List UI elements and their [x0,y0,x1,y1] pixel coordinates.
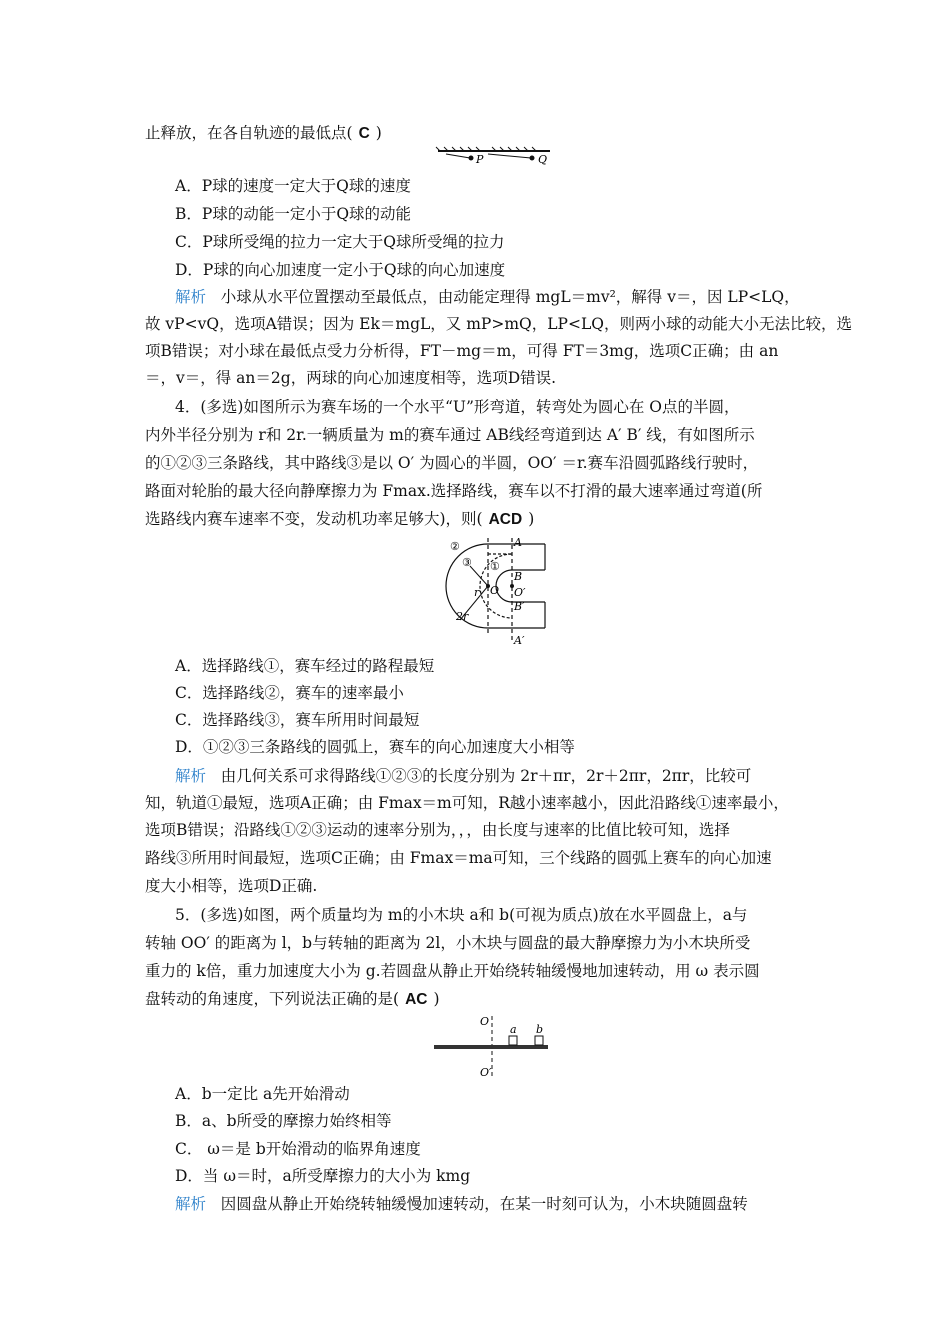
q4-stem-line-1: 4．(多选)如图所示为赛车场的一个水平“U”形弯道，转弯处为圆心在 O点的半圆， [175,398,740,416]
svg-text:O: O [480,1015,490,1028]
q3-analysis-line-4: ＝，v＝，得 an＝2g，两球的向心加速度相等，选项D错误. [145,369,557,387]
q3-analysis-line-2: 故 vP<vQ，选项A错误；因为 Ek＝mgL，又 mP>mQ，LP<LQ，则两小球的动能大小无法比较，选 [145,315,852,333]
q4-u-track-figure [428,534,552,648]
svg-text:②: ② [450,540,460,553]
svg-text:Q: Q [538,153,548,166]
q3-option-a: A．P球的速度一定大于Q球的速度 [175,177,411,195]
q3-analysis-line-3: 项B错误；对小球在最低点受力分析得，FT－mg＝m，可得 FT＝3mg，选项C正确；由 an [145,342,779,360]
jiexi-label: 解析 [175,288,207,306]
q5-stem-line-3: 重力的 k倍，重力加速度大小为 g.若圆盘从静止开始绕转轴缓慢地加速转动，用 ω 表示圆 [145,962,760,980]
q3-stem-line: 止释放，在各自轨迹的最低点( C ) [145,124,382,142]
q3-answer: C [358,125,370,142]
q5-option-b: B．a、b所受的摩擦力始终相等 [175,1112,392,1130]
q5-stem-line-2: 转轴 OO′ 的距离为 l，b与转轴的距离为 2l，小木块与圆盘的最大静摩擦力为小木块所受 [145,934,751,952]
svg-text:A′: A′ [514,634,525,647]
q4-answer: ACD [488,511,523,528]
q4-option-c: C．选择路线③，赛车所用时间最短 [175,711,420,729]
svg-text:r: r [474,586,480,599]
q3-pendulum-figure [432,146,552,168]
q4-stem-line-2: 内外半径分别为 r和 2r.一辆质量为 m的赛车通过 AB线经弯道到达 A′ B′ 线，有如图所示 [145,426,755,444]
q5-answer: AC [405,991,428,1008]
q3-option-d: D．P球的向心加速度一定小于Q球的向心加速度 [175,261,506,279]
q4-stem-line-3: 的①②③三条路线，其中路线③是以 O′ 为圆心的半圆，OO′ ＝r.赛车沿圆弧路线行驶时， [145,454,759,472]
q5-option-c: C． ω＝是 b开始滑动的临界角速度 [175,1140,421,1158]
q4-option-a: A．选择路线①，赛车经过的路程最短 [175,657,435,675]
q4-analysis-line-1: 解析 由几何关系可求得路线①②③的长度分别为 2r＋πr，2r＋2πr，2πr，比较可 [175,767,752,785]
q3-analysis-line-1: 解析 小球从水平位置摆动至最低点，由动能定理得 mgL＝mv²，解得 v＝，因 LP<LQ， [175,288,800,306]
svg-text:A: A [514,536,522,549]
q4-stem-line-5: 选路线内赛车速率不变，发动机功率足够大)，则( ACD ) [145,510,535,528]
q4-analysis-line-3: 选项B错误；沿路线①②③运动的速率分别为，，，由长度与速率的比值比较可知，选择 [145,821,730,839]
q5-analysis-line-1: 解析 因圆盘从静止开始绕转轴缓慢加速转动，在某一时刻可认为，小木块随圆盘转 [175,1195,748,1213]
svg-text:a: a [510,1023,517,1036]
q5-option-a: A．b一定比 a先开始滑动 [175,1085,350,1103]
svg-text:O: O [490,584,500,597]
ball-q [530,156,535,161]
q3-option-b: B．P球的动能一定小于Q球的动能 [175,205,412,223]
svg-text:B′: B′ [514,600,525,613]
q5-option-d: D．当 ω＝时，a所受摩擦力的大小为 kmg [175,1167,471,1185]
svg-text:B: B [514,570,523,583]
jiexi-label: 解析 [175,767,207,785]
svg-text:O′: O′ [480,1066,492,1078]
q4-stem-line-4: 路面对轮胎的最大径向静摩擦力为 Fmax.选择路线，赛车以不打滑的最大速率通过弯道(所 [145,482,763,500]
q3-option-c: C．P球所受绳的拉力一定大于Q球所受绳的拉力 [175,233,505,251]
q5-stem-line-1: 5．(多选)如图，两个质量均为 m的小木块 a和 b(可视为质点)放在水平圆盘上，a与 [175,906,748,924]
svg-text:P: P [476,153,484,166]
svg-text:③: ③ [462,556,472,569]
q4-analysis-line-2: 知，轨道①最短，选项A正确；由 Fmax＝m可知，R越小速率越小，因此沿路线①速率最小， [145,794,789,812]
q5-stem-line-4: 盘转动的角速度，下列说法正确的是( AC ) [145,990,440,1008]
svg-text:①: ① [490,560,500,573]
jiexi-label: 解析 [175,1195,207,1213]
q4-analysis-line-4: 路线③所用时间最短，选项C正确；由 Fmax＝ma可知，三个线路的圆弧上赛车的向心加速 [145,849,772,867]
q4-option-d: D．①②③三条路线的圆弧上，赛车的向心加速度大小相等 [175,738,575,756]
q4-option-b: C．选择路线②，赛车的速率最小 [175,684,404,702]
svg-text:b: b [536,1023,544,1036]
svg-text:2r: 2r [456,610,469,623]
q5-turntable-figure [430,1014,552,1078]
q4-analysis-line-5: 度大小相等，选项D正确. [145,877,318,895]
ball-p [469,156,474,161]
svg-text:O′: O′ [514,586,526,599]
